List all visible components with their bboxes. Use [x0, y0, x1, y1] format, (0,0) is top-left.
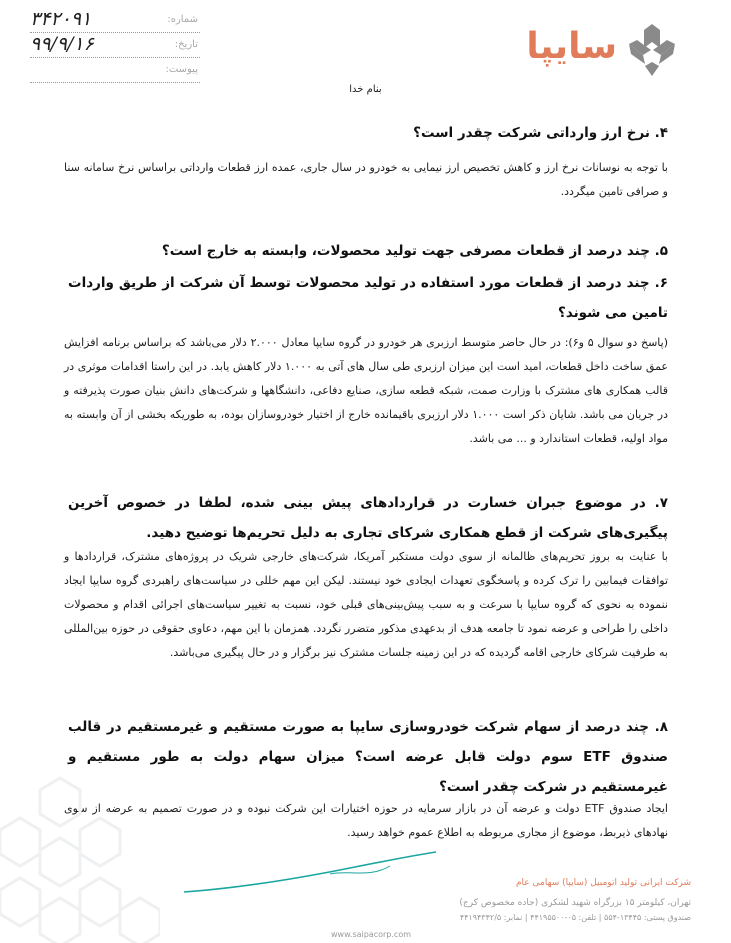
logo-text: سایپا	[526, 26, 617, 67]
basmala: بنام خدا	[349, 84, 382, 95]
question-5: ۵. چند درصد از قطعات مصرفی جهت تولید محصولات، وابسته به خارج است؟	[161, 243, 668, 259]
answer-8: ایجاد صندوق ETF دولت و عرضه آن در بازار سرمایه در حوزه اختیارات این شرکت نبوده و در صورت تصمیم به عرضه از سوی نهادهای ذیربط، موضوع از مجاری مربوطه به اطلاع عموم خواهد رسید.	[64, 802, 668, 839]
date-row	[30, 35, 200, 58]
answer-5-6: (پاسخ دو سوال ۵ و۶): در حال حاضر متوسط ارزبری هر خودرو در گروه سایپا معادل ۲.۰۰۰ دلار می‌باشد که براساس برنامه افزایش عمق ساخت داخل قطعات، امید است این میزان ارزبری طی سال های آتی به ۱.۰۰۰ دلار کاهش یابد. در این راستا اقدامات موثری در قالب همکاری های مشترک با وزارت صمت، شبکه قطعه سازی، صنایع دفاعی، دانشگاهها و شرکت‌های دانش بنیان صورت پذیرفته و در جریان می باشد. شایان ذکر است ۱.۰۰۰ دلار ارزبری باقیمانده خارج از اختیار خودروسازان بوده، به طوریکه بخشی از آن وابسته به مواد اولیه، قطعات استاندارد و ... می باشد.	[64, 336, 669, 445]
saipa-emblem-icon	[625, 22, 679, 78]
letter-footer	[331, 876, 691, 939]
number-row	[30, 10, 200, 33]
saipa-logo	[499, 22, 679, 80]
answer-7: با عنایت به بروز تحریم‌های ظالمانه از سوی دولت مستکبر آمریکا، شرکت‌های خارجی شریک در پروژه‌های مشترک، قراردادها و توافقات فیمابین را ترک کرده و پاسخگوی تعهدات ایجادی خود نیستند. لیکن این مهم خللی در سیاست‌های راهبردی گروه سایپا ایجاد ننموده به نحوی که گروه سایپا با سرعت و به سبب پیش‌بینی‌های قبلی خود، نسبت به تغییر سیاست‌های اجرائی اقدام و محصولات داخلی را طراحی و عرضه نمود تا جامعه هدف از بدعهدی مذکور متضرر نگردد. همزمان با این مهم، دعاوی حقوقی در حوزه بین‌المللی به طرفیت شرکای خارجی اقامه گردیده که در این زمینه جلسات مشترک نیز برگزار و در حال پیگیری می‌باشد.	[64, 550, 668, 659]
footer-address: تهران، کیلومتر ۱۵ بزرگراه شهید لشکری (جاده مخصوص کرج)	[459, 898, 691, 908]
answer-4: با توجه به نوسانات نرخ ارز و کاهش تخصیص ارز نیمایی به خودرو در سال جاری، عمده ارز قطعات وارداتی براساس نرخ سامانه سنا و صرافی تامین میگردد.	[64, 161, 668, 198]
date-label: تاریخ:	[174, 39, 198, 50]
question-8: ۸. چند درصد از سهام شرکت خودروسازی سایپا به صورت مستقیم و غیرمستقیم در قالب صندوق ETF سوم دولت قابل عرضه است؟ میزان سهام دولت به طور مستقیم و غیرمستقیم در شرکت چقدر است؟	[68, 719, 668, 795]
attachment-label: پیوست:	[165, 64, 198, 75]
attachment-row	[30, 60, 200, 83]
footer-website[interactable]: www.saipacorp.com	[331, 930, 411, 939]
footer-company: شرکت ایرانی تولید اتومبیل (سایپا) سهامی عام	[515, 878, 691, 888]
date-value: ۹۹/۹/۱۶	[30, 33, 94, 55]
letter-meta	[30, 10, 200, 85]
number-value: ۳۴۲۰۹۱	[30, 8, 92, 30]
question-7: ۷. در موضوع جبران خسارت در قراردادهای پیش بینی شده، لطفا در خصوص آخرین پیگیری‌های شرکت از قطع همکاری شرکای تجاری به دلیل تحریم‌ها توضیح دهید.	[68, 495, 668, 541]
footer-contact: صندوق پستی: ۱۳۴۴۵-۵۵۴ | تلفن: ۰۵-۴۴۱۹۵۵۰۰ | نمابر: ۴۴۱۹۴۳۴۲/۵	[459, 913, 691, 922]
footer-pattern-icon	[0, 770, 160, 943]
number-label: شماره:	[167, 14, 198, 25]
question-6: ۶. چند درصد از قطعات مورد استفاده در تولید محصولات توسط آن شرکت از طریق واردات تامین می شوند؟	[68, 275, 668, 321]
question-4: ۴. نرخ ارز وارداتی شرکت چقدر است؟	[413, 125, 668, 141]
